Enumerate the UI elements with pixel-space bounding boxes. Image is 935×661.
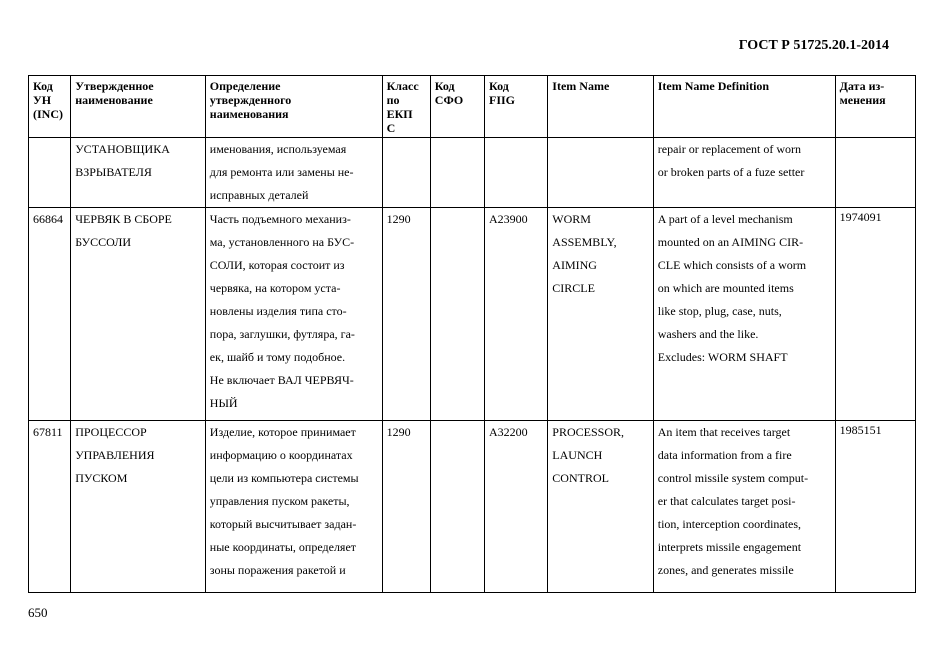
cell-text-line: data information from a fire xyxy=(657,448,792,462)
header-text-line: ЕКП xyxy=(386,107,413,121)
cell-text-line: zones, and generates missile xyxy=(657,563,794,577)
cell-text-line: НЫЙ xyxy=(209,396,238,410)
cell-inc xyxy=(29,208,71,421)
header-text-line: Класс xyxy=(386,79,419,93)
table-row xyxy=(29,421,916,593)
cell-name xyxy=(71,138,206,208)
cell-fiig xyxy=(485,138,548,208)
cell-text-line: который высчитывает задан- xyxy=(209,517,357,531)
cell-sfo xyxy=(430,421,484,593)
cell-date xyxy=(835,138,915,208)
cell-text-line: repair or replacement of worn xyxy=(657,142,802,156)
cell-date xyxy=(835,421,915,593)
cell-sfo xyxy=(430,208,484,421)
cell-text-line: СОЛИ, которая состоит из xyxy=(209,258,345,272)
cell-text-line: ные координаты, определяет xyxy=(209,540,357,554)
cell-text-line: УСТАНОВЩИКА xyxy=(75,142,170,156)
header-col-date xyxy=(835,76,915,138)
cell-text-line: Не включает ВАЛ ЧЕРВЯЧ- xyxy=(209,373,354,387)
standard-designation: ГОСТ Р 51725.20.1-2014 xyxy=(738,38,889,53)
cell-name xyxy=(71,421,206,593)
cell-text-line: An item that receives target xyxy=(657,425,791,439)
cell-text-line: червяка, на котором уста- xyxy=(209,281,341,295)
cell-value: 1985151 xyxy=(839,423,882,437)
cell-item-def xyxy=(653,138,835,208)
header-text-line: Определение xyxy=(209,79,281,93)
header-text-line: Item Name Definition xyxy=(657,79,770,93)
cell-value: 67811 xyxy=(33,425,63,439)
cell-fiig xyxy=(485,208,548,421)
cell-text-line: ВЗРЫВАТЕЛЯ xyxy=(75,165,152,179)
cell-text-line: цели из компьютера системы xyxy=(209,471,359,485)
cell-text-line: interprets missile engagement xyxy=(657,540,802,554)
cell-item-name xyxy=(548,421,653,593)
cell-item-def xyxy=(653,208,835,421)
cell-class xyxy=(382,208,430,421)
cell-text-line: информацию о координатах xyxy=(209,448,353,462)
header-col-item-name xyxy=(548,76,653,138)
cell-text-line: ПУСКОМ xyxy=(75,471,128,485)
cell-text-line: LAUNCH xyxy=(552,448,603,462)
cell-value: A23900 xyxy=(489,212,528,226)
cell-text-line: CONTROL xyxy=(552,471,609,485)
cell-text-line: er that calculates target posi- xyxy=(657,494,796,508)
header-text-line: утвержденного xyxy=(209,93,292,107)
header-text-line: СФО xyxy=(434,93,464,107)
cell-text-line: ек, шайб и тому подобное. xyxy=(209,350,346,364)
cell-text-line: для ремонта или замены не- xyxy=(209,165,354,179)
header-text-line: (INC) xyxy=(33,107,63,121)
header-text-line: Код xyxy=(33,79,53,93)
cell-text-line: PROCESSOR, xyxy=(552,425,624,439)
cell-text-line: A part of a level mechanism xyxy=(657,212,793,226)
catalog-table xyxy=(28,75,916,593)
cell-text-line: БУССОЛИ xyxy=(75,235,132,249)
cell-text-line: AIMING xyxy=(552,258,597,272)
header-text-line: по xyxy=(386,93,400,107)
cell-text-line: Часть подъемного механиз- xyxy=(209,212,351,226)
table-row xyxy=(29,208,916,421)
cell-text-line: CIRCLE xyxy=(552,281,595,295)
cell-text-line: ASSEMBLY, xyxy=(552,235,617,249)
cell-text-line: ма, установленного на БУС- xyxy=(209,235,355,249)
cell-text-line: mounted on an AIMING CIR- xyxy=(657,235,804,249)
cell-definition xyxy=(205,421,382,593)
table-body xyxy=(29,138,916,593)
header-text-line: менения xyxy=(839,93,886,107)
table-row xyxy=(29,138,916,208)
cell-definition xyxy=(205,138,382,208)
cell-text-line: пора, заглушки, футляра, га- xyxy=(209,327,355,341)
cell-text-line: WORM xyxy=(552,212,591,226)
header-col-inc xyxy=(29,76,71,138)
cell-item-name xyxy=(548,138,653,208)
header-text-line: Код xyxy=(434,79,455,93)
cell-value: 1974091 xyxy=(839,210,882,224)
cell-value: A32200 xyxy=(489,425,528,439)
header-col-item-def xyxy=(653,76,835,138)
cell-item-name xyxy=(548,208,653,421)
cell-sfo xyxy=(430,138,484,208)
header-col-class xyxy=(382,76,430,138)
cell-text-line: CLE which consists of a worm xyxy=(657,258,807,272)
cell-inc xyxy=(29,138,71,208)
cell-text-line: like stop, plug, case, nuts, xyxy=(657,304,782,318)
header-text-line: наименование xyxy=(75,93,153,107)
header-text-line: FIIG xyxy=(489,93,516,107)
header-col-sfo xyxy=(430,76,484,138)
cell-text-line: on which are mounted items xyxy=(657,281,794,295)
cell-text-line: ЧЕРВЯК В СБОРЕ xyxy=(75,212,172,226)
cell-value: 1290 xyxy=(386,425,411,439)
header-text-line: Код xyxy=(489,79,509,93)
header-col-fiig xyxy=(485,76,548,138)
cell-text-line: or broken parts of a fuze setter xyxy=(657,165,805,179)
cell-text-line: ПРОЦЕССОР xyxy=(75,425,147,439)
cell-text-line: control missile system comput- xyxy=(657,471,809,485)
cell-class xyxy=(382,421,430,593)
header-col-definition xyxy=(205,76,382,138)
header-text-line: наименования xyxy=(209,107,289,121)
header-text-line: Дата из- xyxy=(839,79,885,93)
cell-class xyxy=(382,138,430,208)
cell-text-line: Excludes: WORM SHAFT xyxy=(657,350,788,364)
header-text-line: УН xyxy=(33,93,52,107)
cell-value: 66864 xyxy=(33,212,63,226)
cell-text-line: управления пуском ракеты, xyxy=(209,494,350,508)
cell-text-line: УПРАВЛЕНИЯ xyxy=(75,448,155,462)
header-text-line: Item Name xyxy=(552,79,610,93)
cell-item-def xyxy=(653,421,835,593)
cell-value: 1290 xyxy=(386,212,411,226)
cell-text-line: новлены изделия типа сто- xyxy=(209,304,347,318)
cell-definition xyxy=(205,208,382,421)
cell-text-line: washers and the like. xyxy=(657,327,759,341)
cell-text-line: tion, interception coordinates, xyxy=(657,517,802,531)
table-header-row xyxy=(29,76,916,138)
cell-text-line: именования, используемая xyxy=(209,142,347,156)
cell-fiig xyxy=(485,421,548,593)
page-number: 650 xyxy=(28,605,48,620)
cell-name xyxy=(71,208,206,421)
header-text-line: С xyxy=(386,121,396,135)
header-text-line: Утвержденное xyxy=(75,79,154,93)
cell-text-line: зоны поражения ракетой и xyxy=(209,563,346,577)
cell-text-line: Изделие, которое принимает xyxy=(209,425,356,439)
header-col-name xyxy=(71,76,206,138)
cell-date xyxy=(835,208,915,421)
cell-inc xyxy=(29,421,71,593)
cell-text-line: исправных деталей xyxy=(209,188,309,202)
